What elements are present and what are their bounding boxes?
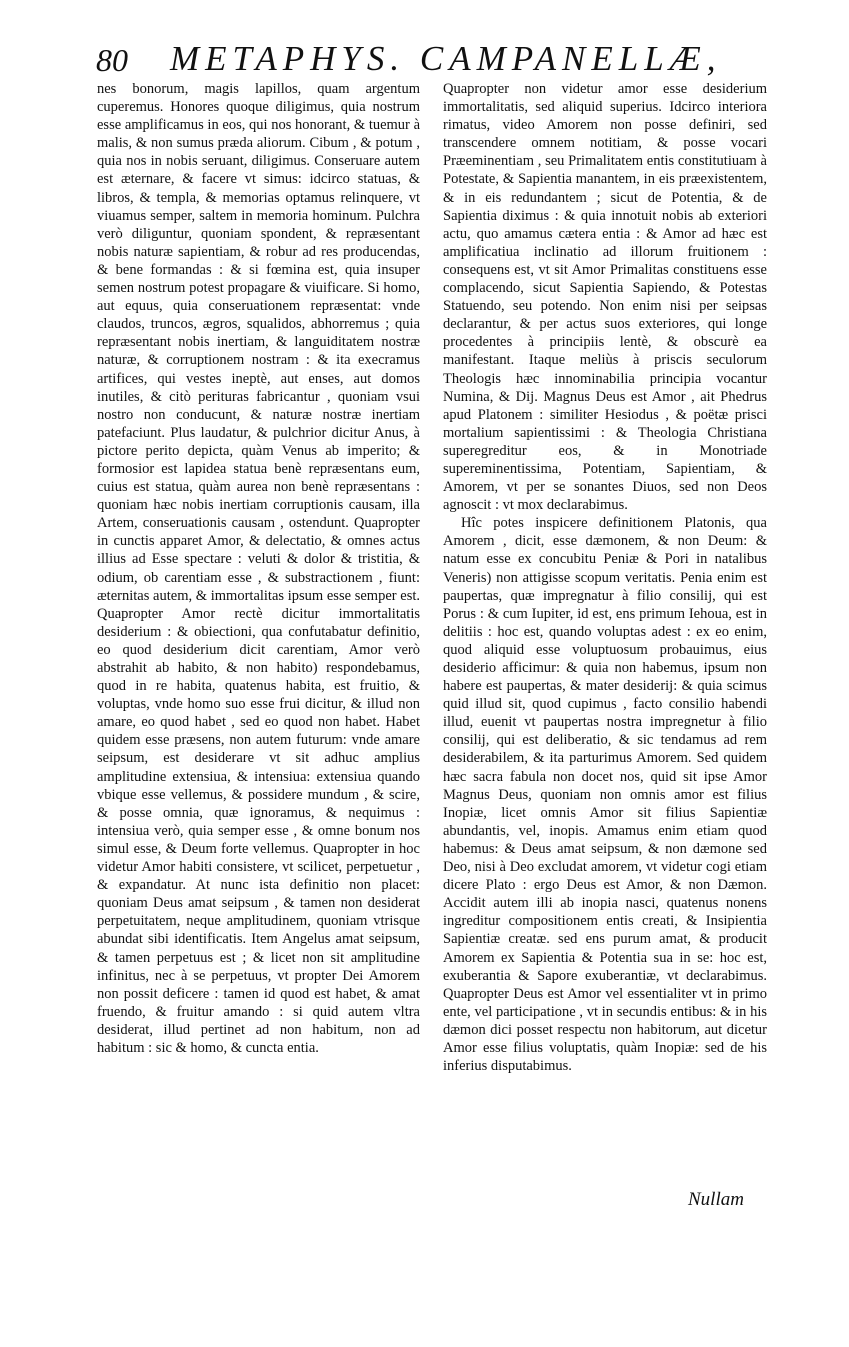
running-title: METAPHYS. CAMPANELLÆ, (170, 39, 722, 78)
right-text-column (443, 80, 767, 1075)
page-header (96, 34, 736, 84)
page-number: 80 (96, 42, 128, 78)
catchword: Nullam (688, 1189, 744, 1210)
paragraph: Hîc potes inspicere definitionem Platonis, qua Amorem , dicit, esse dæmonem, & non Deum: & natum esse ex concubitu Peniæ & Pori in natalibus Veneris) non attigisse scopum veritatis. Penia enim est paupertas, quæ impregnatur à filio consilij, qui est Porus : & cum Iupiter, id est, ens primum Iehoua, est in delitiis : hoc est, quando voluptas adest : ex eo enim, quod aliquid esse voluptuosum probauimus, eius desiderio afficimur: & quia non habemus, ipsum non habere est paupertas, & mater desiderij: & quia scimus quid illud sit, quod cupimus , facto consilio habendi illud, euenit vt paupertas nostra impregnetur à filio consilij, qui est deliberatio, & sic tendamus ad rem desiderabilem, & ita parturimus Amorem. Sed quidem hæc sacra fabula non docet nos, quid sit ipse Amor Magnus Deus, quoniam non omnis amor est filius Inopiæ, licet omnis Amor sit filius Sapientiæ abundantis, vel, inopis. Amamus enim etiam quod habemus: & Deus amat seipsum, & non dæmone sed Deo, nisi à Deo excludat amorem, vt videtur cogi etiam dicere Plato : ergo Deus est Amor, & non Dæmon. Accidit autem illi ab inopia nasci, quatenus nonens ingreditur compositionem entis creati, & Insipientia Sapientiæ creatæ. sed ens purum amat, & producit Amorem ex Sapientia & Potentia sua in se: hoc est, exuberantia & Sapore exuberantiæ, vt declarabimus. Quapropter Deus est Amor vel essentialiter vt in primo ente, vel participatione , vt in secundis entibus: & in his dæmon dici posset respectu non habitorum, aut dicetur Amor esse filius voluptatis, quàm Inopiæ: sed de his inferius disputabimus. (443, 515, 767, 1075)
paragraph: nes bonorum, magis lapillos, quam argentum cuperemus. Honores quoque diligimus, quia nostrum esse amplificamus in eos, qui nos honorant, & tuemur à malis, & non sumus præda aliorum. Cibum , & potum , quia nos in nobis seruant, diligimus. Conseruare autem est æternare, & facere vt simus: idcirco statuas, & libros, & templa, & memorias optamus relinquere, vt viuamus semper, saltem in memoria hominum. Pulchra verò diliguntur, quoniam spondent, & repræsentant nobis naturæ sapientiam, & robur ad res producendas, & bene formandas : & si fœmina est, quia insuper semen nostrum potest propagare & viuificare. Si homo, aut equus, quia conseruationem repræsentat: vnde claudos, truncos, ægros, squalidos, abhorremus ; quia repræsentant nobis inertiam, & languiditatem nostræ naturæ, & corruptionem nostram : & ita execramus artifices, qui vestes ineptè, aut enses, aut domos inutiles, & citò perituras fabricantur , quoniam vsui nostro non conducunt, & naturæ nostræ inertiam patefaciunt. Plus laudatur, & pulchrior dicitur Anus, à pictore perito depicta, quàm Venus ab imperito; & formosior est lapidea statua benè repræsentans eum, cuius est statua, quàm aurea non benè repræsentans : quoniam hæc nobis inertiam corruptionis causam, illa Artem, conseruationis causam , ostendunt. Quapropter in cunctis apparet Amor, & delectatio, & omnes actus illius ad Esse spectare : veluti & dolor & tristitia, & odium, ob carentiam esse , & substractionem , fiunt: æternitas autem, & immortalitas ipsum esse semper est. Quapropter Amor rectè dicitur immortalitatis desiderium : & obiectioni, qua confutabatur definitio, eo quod desiderium dicit carentiam, Amor verò abstrahit ab habito, & non habito) respondebamus, quod in re habita, quatenus habita, est fruitio, & voluptas, vnde homo suo esse frui dicitur, & illud non amare, eo quod habet , sed eo quod non habet. Habet quidem esse præsens, non autem futurum: vnde amare seipsum, est desiderare vt sit adhuc amplius amplitudine extensiua, & intensiua: extensiua quando vbique esse vellemus, & possidere mundum , & scire, & posse omnia, quæ ignoramus, & nequimus : intensiua verò, quia semper esse , & omne bonum nos simul esse, & Deum forte vellemus. Quapropter in hoc videtur Amor habiti consistere, vt scilicet, perpetuetur , & expandatur. At nunc ista definitio non placet: quoniam Deus amat seipsum , & tamen non desiderat perpetuitatem, neque amplitudinem, quoniam vtrisque abundat sibi identificatis. Item Angelus amat seipsum, & tamen perpetuus est ; & licet non sit amplitudine infinitus, nec à se perpetuus, vt propter Dei Amorem non possit deficere : tamen id quod est habet, & amat fruendo, & fruitur amando : si quid autem vltra desiderat, illud pertinet ad non habitum, non ad habitum : sic & homo, & cuncta entia. (97, 81, 420, 1056)
paragraph: Quapropter non videtur amor esse desiderium immortalitatis, sed aliquid superius. Idcirco interiora rimatus, video Amorem non posse definiri, sed transcendere omnem notitiam, & posse vocari Præeminentiam , seu Primalitatem entis constitutiuam à Potestate, & Sapientia manantem, in eis præexistentem, & in eis redundantem ; sicut de Potentia, & de Sapientia diximus : & quia innotuit nobis ab exteriori actu, quo amamus cætera entia : & Amor ad hæc est amplificatiua inclinatio ad illorum fruitionem : consequens est, vt sit Amor Primalitas constituens esse complacendo, sicut Sapientia Sapiendo, & Potestas Statuendo, seu potendo. Non enim nisi per seipsas declarantur, & per actus suos exteriores, qui longe procedentes à principiis lentè, & obscurè ea manifestant. Itaque meliùs à priscis seculorum Theologis hæc innominabilia principia vocantur Numina, & Dij. Magnus Deus est Amor , ait Phedrus apud Platonem : similiter Hesiodus , & poëtæ prisci mortalium sapientissimi : & Theologia Christiana superegreditur eos, & in Monotriade supereminentissima, Potentiam, Sapientiam, & Amorem, vt per se sonantes Diuos, sed non Deos agnoscit : vt mox declarabimus. (443, 81, 767, 514)
left-text-column (97, 80, 420, 1057)
